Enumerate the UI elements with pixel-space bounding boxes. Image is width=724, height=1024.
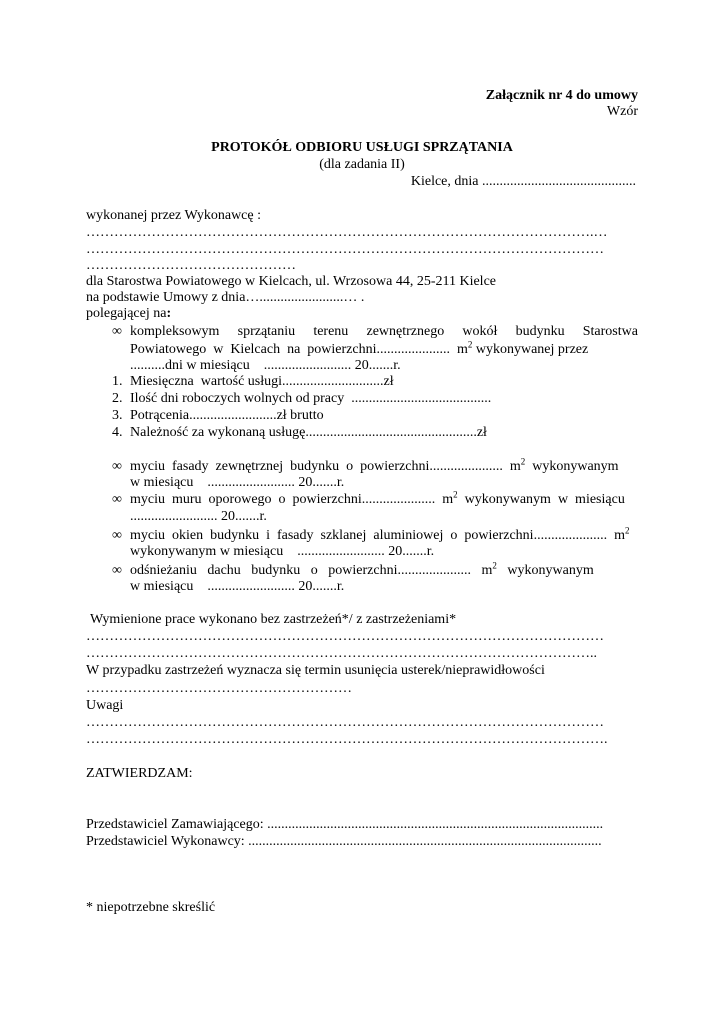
deadline-statement: W przypadku zastrzeżeń wyznacza się termin usunięcia usterek/nieprawidłowości <box>86 663 545 678</box>
completion-dots-2: ……………………………………………………………………………………………….. <box>86 646 597 661</box>
list-item-number: 3. <box>112 408 123 423</box>
item-1-word: budynku <box>515 324 565 339</box>
performed-by-label: wykonanej przez Wykonawcę : <box>86 208 261 223</box>
item-1-word: kompleksowym <box>130 324 220 339</box>
item-1-word: Starostwa <box>582 324 638 339</box>
place-date-line: Kielce, dnia ............................................ <box>410 174 636 189</box>
contractor-representative-line: Przedstawiciel Wykonawcy: ..................................................................................................... <box>86 834 602 849</box>
item-1-word: sprzątaniu <box>237 324 296 339</box>
contractor-dots-3: ……………………………………… <box>86 258 296 273</box>
list-item-text: Należność za wykonaną usługę.................................................zł <box>130 425 487 440</box>
remarks-dots-2: …………………………………………………………………………………………………. <box>86 732 608 747</box>
item-4-line-2: wykonywanym w miesiącu ......................... 20.......r. <box>130 544 435 559</box>
list-item-number: 2. <box>112 391 123 406</box>
consisting-of-label: polegającej na: <box>86 306 172 321</box>
list-item-text: Potrącenia.........................zł brutto <box>130 408 324 423</box>
bullet-2: ∞ <box>112 459 122 474</box>
list-item-number: 4. <box>112 425 123 440</box>
agreement-date-line: na podstawie Umowy z dnia…........................… . <box>86 290 365 305</box>
item-3-line-2: ......................... 20.......r. <box>130 509 267 524</box>
completion-dots-1: ………………………………………………………………………………………………… <box>86 629 604 644</box>
completion-statement: Wymienione prace wykonano bez zastrzeżeń*/ z zastrzeżeniami* <box>90 612 457 627</box>
bullet-5: ∞ <box>112 563 122 578</box>
item-1-line-1 <box>130 323 638 341</box>
contractor-dots-2: ………………………………………………………………………………………………… <box>86 242 604 257</box>
office-address: dla Starostwa Powiatowego w Kielcach, ul. Wrzosowa 44, 25-211 Kielce <box>86 274 496 289</box>
client-representative-line: Przedstawiciel Zamawiającego: ................................................................................................ <box>86 817 604 832</box>
list-item-number: 1. <box>112 374 123 389</box>
footnote: * niepotrzebne skreślić <box>86 900 216 915</box>
item-1-line-3: ..........dni w miesiącu ......................... 20.......r. <box>130 358 401 373</box>
attachment-label: Załącznik nr 4 do umowy <box>485 88 638 103</box>
item-2-line-1: myciu fasady zewnętrznej budynku o powierzchni..................... $m^2$ wykonywanym <box>130 456 619 474</box>
bullet-1: ∞ <box>112 324 122 339</box>
deadline-dots: ………………………………………………… <box>86 681 352 696</box>
item-3-line-1: myciu muru oporowego o powierzchni..................... $m^2$ wykonywanym w miesiącu <box>130 489 625 507</box>
bullet-4: ∞ <box>112 528 122 543</box>
item-4-line-1: myciu okien budynku i fasady szklanej aluminiowej o powierzchni..................... $m^2$ <box>130 525 630 543</box>
item-1-word: zewnętrznego <box>366 324 445 339</box>
item-5-line-2: w miesiącu ......................... 20.......r. <box>130 579 345 594</box>
bullet-3: ∞ <box>112 492 122 507</box>
list-item-text: Ilość dni roboczych wolnych od pracy ........................................ <box>130 391 492 406</box>
contractor-dots-1: ……………………………………………………………………………………………….… <box>86 225 608 240</box>
item-1-word: terenu <box>313 324 349 339</box>
item-1-word: wokół <box>462 324 498 339</box>
document-subtitle: (dla zadania II) <box>319 157 405 172</box>
item-5-line-1: odśnieżaniu dachu budynku o powierzchni..................... $m^2$ wykonywanym <box>130 560 594 578</box>
remarks-dots-1: ………………………………………………………………………………………………… <box>86 715 604 730</box>
item-1-line-2: Powiatowego w Kielcach na powierzchni..................... $m^2$ wykonywanej przez <box>130 339 589 357</box>
approve-label: ZATWIERDZAM: <box>86 766 193 781</box>
template-label: Wzór <box>606 104 638 119</box>
remarks-label: Uwagi <box>86 698 124 713</box>
item-2-line-2: w miesiącu ......................... 20.......r. <box>130 475 345 490</box>
list-item-text: Miesięczna wartość usługi.............................zł <box>130 374 394 389</box>
document-title: PROTOKÓŁ ODBIORU USŁUGI SPRZĄTANIA <box>211 140 513 155</box>
